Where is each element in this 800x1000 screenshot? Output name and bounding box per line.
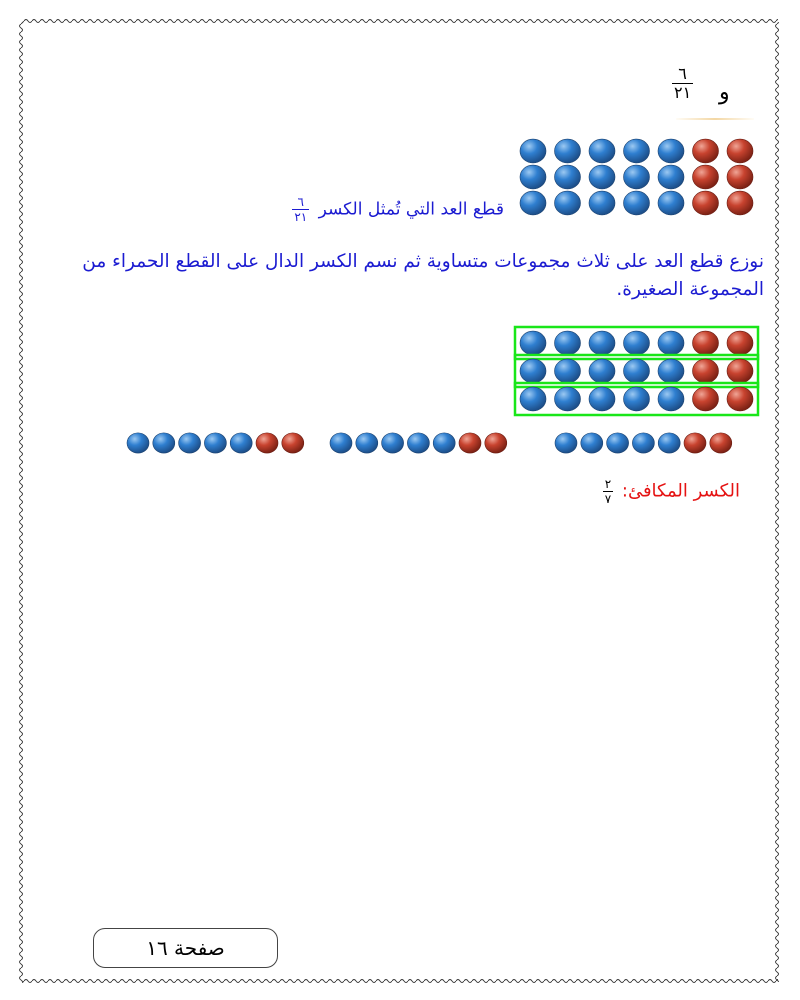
counter-groups-row bbox=[120, 426, 760, 460]
red-counter bbox=[693, 165, 719, 189]
blue-counter bbox=[127, 433, 149, 453]
equivalent-denominator: ٧ bbox=[604, 492, 612, 506]
blue-counter bbox=[658, 165, 684, 189]
blue-counter bbox=[589, 359, 615, 383]
red-counter bbox=[485, 433, 507, 453]
caption-fraction bbox=[292, 196, 309, 223]
blue-counter bbox=[407, 433, 429, 453]
blue-counter bbox=[658, 359, 684, 383]
blue-counter bbox=[624, 165, 650, 189]
blue-counter bbox=[658, 387, 684, 411]
red-counter bbox=[693, 191, 719, 215]
blue-counter bbox=[433, 433, 455, 453]
caption bbox=[292, 196, 504, 223]
caption-text: قطع العد التي تُمثل الكسر bbox=[318, 199, 504, 220]
caption-fraction-numerator: ٦ bbox=[297, 195, 304, 209]
blue-counter bbox=[230, 433, 252, 453]
blue-counter bbox=[204, 433, 226, 453]
blue-counter bbox=[658, 331, 684, 355]
top-fraction bbox=[672, 66, 693, 101]
blue-counter bbox=[520, 359, 546, 383]
equivalent-fraction-value bbox=[603, 478, 613, 505]
caption-fraction-denominator: ٢١ bbox=[294, 210, 308, 224]
label-underline bbox=[676, 118, 754, 120]
equivalent-label: الكسر المكافئ: bbox=[621, 480, 740, 502]
blue-counter bbox=[520, 165, 546, 189]
blue-counter bbox=[330, 433, 352, 453]
blue-counter bbox=[520, 139, 546, 163]
red-counter bbox=[710, 433, 732, 453]
top-fraction-denominator: ٢١ bbox=[674, 83, 692, 102]
instruction-paragraph: نوزع قطع العد على ثلاث مجموعات متساوية ثم نسم الكسر الدال على القطع الحمراء من المجموعة الصغيرة. bbox=[82, 251, 764, 300]
equivalent-numerator: ٢ bbox=[604, 477, 612, 491]
red-counter bbox=[459, 433, 481, 453]
blue-counter bbox=[555, 433, 577, 453]
blue-counter bbox=[624, 359, 650, 383]
red-counter bbox=[282, 433, 304, 453]
blue-counter bbox=[555, 191, 581, 215]
blue-counter bbox=[658, 433, 680, 453]
blue-counter bbox=[555, 331, 581, 355]
equivalent-fraction bbox=[603, 478, 740, 505]
blue-counter bbox=[624, 331, 650, 355]
page-number-label: صفحة ١٦ bbox=[146, 936, 225, 960]
page-number-badge bbox=[93, 928, 278, 968]
red-counter bbox=[256, 433, 278, 453]
top-fraction-numerator: ٦ bbox=[678, 64, 687, 83]
blue-counter bbox=[153, 433, 175, 453]
blue-counter bbox=[624, 191, 650, 215]
red-counter bbox=[727, 359, 753, 383]
blue-counter bbox=[581, 433, 603, 453]
blue-counter bbox=[624, 387, 650, 411]
blue-counter bbox=[356, 433, 378, 453]
blue-counter bbox=[589, 331, 615, 355]
blue-counter bbox=[555, 387, 581, 411]
blue-counter bbox=[520, 331, 546, 355]
red-counter bbox=[727, 387, 753, 411]
blue-counter bbox=[555, 359, 581, 383]
red-counter bbox=[684, 433, 706, 453]
blue-counter bbox=[658, 139, 684, 163]
red-counter bbox=[693, 387, 719, 411]
blue-counter bbox=[607, 433, 629, 453]
blue-counter bbox=[589, 165, 615, 189]
blue-counter bbox=[624, 139, 650, 163]
blue-counter bbox=[179, 433, 201, 453]
blue-counter bbox=[589, 191, 615, 215]
blue-counter bbox=[520, 387, 546, 411]
counter-grid-grouped bbox=[510, 318, 760, 418]
blue-counter bbox=[658, 191, 684, 215]
blue-counter bbox=[382, 433, 404, 453]
blue-counter bbox=[589, 139, 615, 163]
blue-counter bbox=[520, 191, 546, 215]
blue-counter bbox=[555, 139, 581, 163]
blue-counter bbox=[555, 165, 581, 189]
counter-grid-original bbox=[510, 134, 760, 224]
red-counter bbox=[727, 165, 753, 189]
item-label-letter: و bbox=[719, 80, 730, 105]
red-counter bbox=[693, 139, 719, 163]
red-counter bbox=[727, 139, 753, 163]
blue-counter bbox=[589, 387, 615, 411]
red-counter bbox=[693, 359, 719, 383]
red-counter bbox=[727, 191, 753, 215]
blue-counter bbox=[632, 433, 654, 453]
red-counter bbox=[693, 331, 719, 355]
red-counter bbox=[727, 331, 753, 355]
